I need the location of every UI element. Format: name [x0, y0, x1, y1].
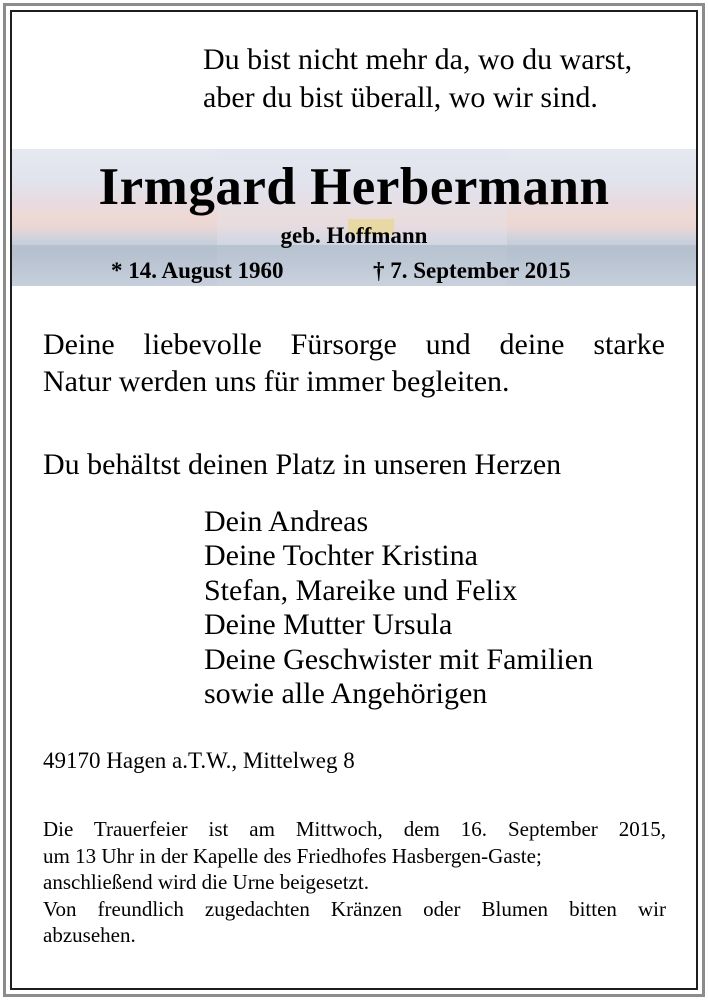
signer: Stefan, Mareike und Felix — [204, 573, 518, 607]
signer: Dein Andreas — [204, 505, 369, 538]
motto-line-1: Du bist nicht mehr da, wo du warst, — [203, 43, 633, 76]
maiden-name: geb. Hoffmann — [280, 223, 428, 248]
heart-message: Du behältst deinen Platz in unseren Herzen — [43, 448, 562, 481]
notice-line-1: Die Trauerfeier ist am Mittwoch, dem 16. September 2015, — [43, 817, 666, 841]
deceased-name: Irmgard Herbermann — [98, 158, 610, 216]
notice-line-5: abzusehen. — [43, 923, 136, 948]
signer: Deine Tochter Kristina — [204, 539, 478, 573]
care-line-1: Deine liebevolle Fürsorge und deine starke — [43, 328, 665, 361]
signer: sowie alle Angehörigen — [204, 677, 488, 711]
signer: Deine Mutter Ursula — [204, 608, 453, 642]
signer: Deine Geschwister mit Familien — [204, 642, 594, 676]
care-line-2: Natur werden uns für immer begleiten. — [43, 365, 510, 398]
death-date: † 7. September 2015 — [373, 258, 571, 283]
funeral-notice — [43, 816, 666, 949]
birth-date: * 14. August 1960 — [111, 258, 284, 283]
notice-line-3: anschließend wird die Urne beigesetzt. — [43, 870, 369, 895]
signers-list — [204, 505, 593, 711]
care-message — [43, 326, 665, 400]
notice-line-2: um 13 Uhr in der Kapelle des Friedhofes Hasbergen-Gaste; — [43, 843, 542, 868]
address: 49170 Hagen a.T.W., Mittelweg 8 — [43, 748, 355, 773]
motto-quote — [203, 41, 632, 117]
motto-line-2: aber du bist überall, wo wir sind. — [203, 81, 598, 114]
notice-line-4: Von freundlich zugedachten Kränzen oder Blumen bitten wir — [43, 896, 666, 921]
